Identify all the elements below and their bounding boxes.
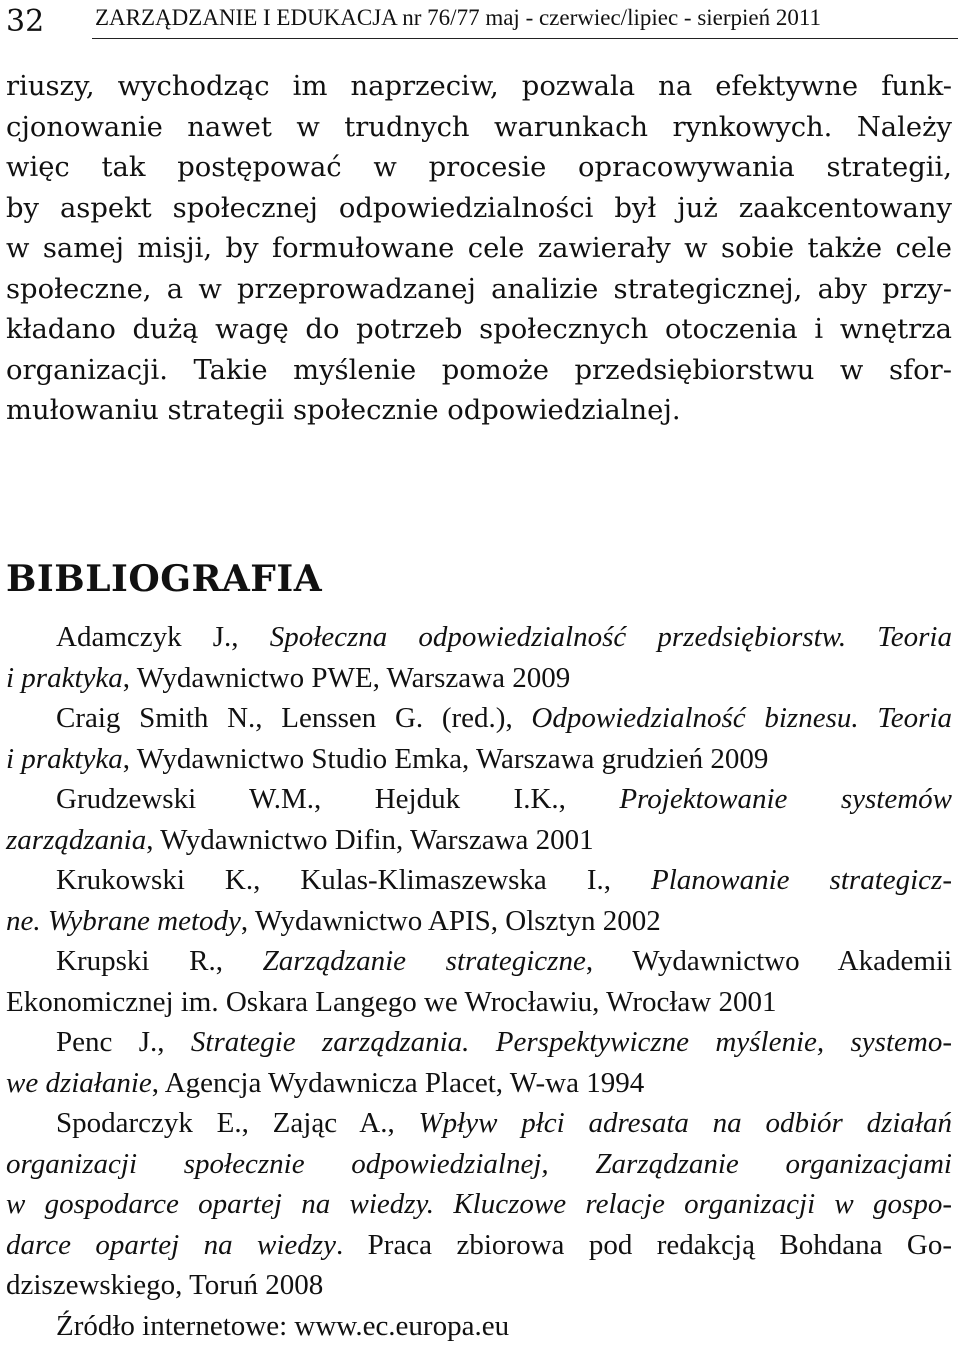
bib-entry-line (6, 1144, 952, 1185)
body-line: społeczne, a w przeprowadzanej analizie strategicznej, aby przy- (6, 273, 952, 305)
bib-entry-line (6, 1063, 952, 1104)
bib-title: i praktyka (6, 742, 123, 775)
bib-entry-line (6, 698, 952, 739)
bib-title: zarządzania (6, 823, 147, 856)
bib-entry-line (6, 1022, 952, 1063)
body-line: więc tak postępować w procesie opracowywania strategii, (6, 152, 952, 183)
bib-entry-line (6, 658, 952, 699)
bib-entry-line (6, 739, 952, 780)
bibliography-list (6, 617, 952, 1346)
bib-title: darce opartej na wiedzy (6, 1228, 336, 1261)
bib-publisher: , Wydawnictwo Akademii (585, 945, 952, 977)
bib-publisher: . Praca zbiorowa pod redakcją Bohdana Go- (335, 1228, 953, 1261)
bib-entry-line (6, 1225, 952, 1266)
body-line: by aspekt społecznej odpowiedzialności był już zaakcentowany (6, 192, 952, 224)
bib-entry-line (6, 1184, 952, 1225)
body-line: kładano dużą wagę do potrzeb społecznych otoczenia i wnętrza (6, 314, 952, 345)
bib-entry-line (6, 982, 952, 1023)
bib-publisher: , Wydawnictwo PWE, Warszawa 2009 (122, 661, 571, 694)
bib-entry-line (6, 617, 952, 658)
bib-entry-line (6, 1265, 952, 1306)
bib-title: Zarządzanie strategiczne (262, 945, 586, 977)
bib-publisher: , Agencja Wydawnicza Placet, W-wa 1994 (151, 1066, 645, 1099)
bib-title: Społeczna odpowiedzialność przedsiębiorstw. Teoria (269, 621, 952, 653)
bib-author: Grudzewski W.M., Hejduk I.K., (56, 783, 620, 815)
bib-title: w gospodarce opartej na wiedzy. Kluczowe relacje organizacji w gospo- (6, 1188, 952, 1220)
page-header (0, 0, 960, 44)
bib-entry-line (6, 820, 952, 861)
bib-title: i praktyka (6, 661, 123, 694)
bib-title: Odpowiedzialność biznesu. Teoria (531, 702, 952, 734)
body-line: organizacji. Takie myślenie pomoże przedsiębiorstwu w sfor- (6, 354, 952, 386)
bib-title: organizacji społecznie odpowiedzialnej, Zarządzanie organizacjami (6, 1147, 952, 1180)
body-line: cjonowanie nawet w trudnych warunkach rynkowych. Należy (6, 111, 952, 143)
page-number: 32 (6, 4, 45, 39)
bib-title: ne. Wybrane metody (6, 904, 241, 937)
bib-publisher: , Wydawnictwo Studio Emka, Warszawa grudzień 2009 (122, 742, 769, 775)
bib-title: we działanie (6, 1066, 152, 1099)
bib-author: Krukowski K., Kulas-Klimaszewska I., (56, 864, 651, 896)
bib-publisher: Ekonomicznej im. Oskara Langego we Wrocławiu, Wrocław 2001 (6, 985, 777, 1018)
header-rule (92, 38, 958, 39)
bib-author: Spodarczyk E., Zając A., (56, 1107, 419, 1139)
body-line: riuszy, wychodząc im naprzeciw, pozwala na efektywne funk- (6, 71, 952, 102)
body-paragraph (6, 67, 952, 432)
bib-publisher: dziszewskiego, Toruń 2008 (6, 1269, 324, 1301)
bib-title: Planowanie strategicz- (651, 864, 952, 896)
bib-entry-line (6, 860, 952, 901)
bib-entry-line (6, 1103, 952, 1144)
bib-author: Adamczyk J., (56, 621, 270, 653)
bib-publisher: , Wydawnictwo APIS, Olsztyn 2002 (240, 904, 661, 937)
body-line: w samej misji, by formułowane cele zawierały w sobie także cele (6, 233, 952, 264)
bibliography-heading: BIBLIOGRAFIA (6, 558, 323, 600)
running-head: ZARZĄDZANIE I EDUKACJA nr 76/77 maj - czerwiec/lipiec - sierpień 2011 (95, 5, 822, 30)
body-line: mułowaniu strategii społecznie odpowiedzialnej. (6, 395, 681, 426)
bib-entry-line (6, 901, 952, 942)
bib-entry-line (6, 941, 952, 982)
bib-author: Penc J., (56, 1026, 191, 1058)
bib-publisher: , Wydawnictwo Difin, Warszawa 2001 (146, 823, 594, 856)
bib-title: Wpływ płci adresata na odbiór działań (418, 1107, 952, 1139)
bib-author: Krupski R., (56, 945, 263, 977)
bib-author: Craig Smith N., Lenssen G. (red.), (56, 702, 532, 734)
bib-web-source: Źródło internetowe: www.ec.europa.eu (56, 1309, 510, 1342)
bib-title: Projektowanie systemów (619, 783, 952, 815)
bib-title: Strategie zarządzania. Perspektywiczne myślenie, systemo- (190, 1026, 952, 1058)
bib-entry-line (6, 779, 952, 820)
